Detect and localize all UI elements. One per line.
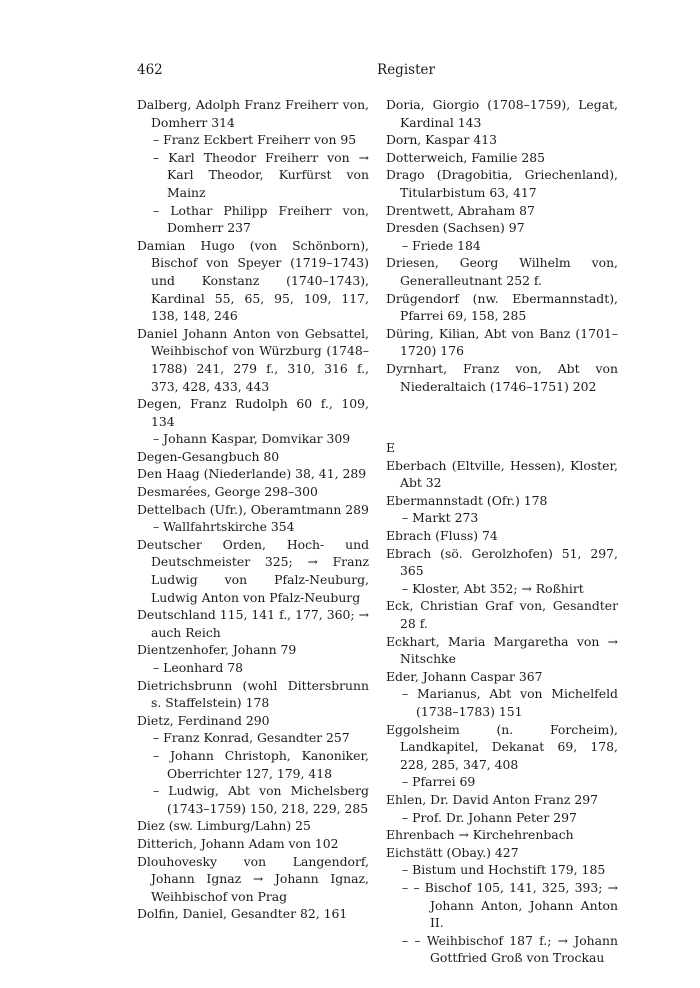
subentry-dash: – (153, 747, 171, 763)
index-entry (386, 809, 618, 827)
subentry-dash: – (153, 132, 164, 148)
index-entry (137, 853, 369, 906)
index-entry-text: Dietz, Ferdinand 290 (137, 712, 270, 728)
index-entry-text: Johann Christoph, Kanoniker, Oberrichter 127, 179, 418 (167, 747, 369, 781)
index-entry (137, 747, 369, 782)
index-entry (386, 597, 618, 632)
index-entry (386, 131, 618, 149)
index-entry-text: Eggolsheim (n. Forcheim), Landkapitel, Dekanat 69, 178, 228, 285, 347, 408 (386, 721, 618, 772)
index-entry-text: Ehrenbach → Kirchehrenbach (386, 827, 574, 843)
index-entry (386, 509, 618, 527)
index-entry (386, 932, 618, 967)
index-entry-text: Den Haag (Niederlande) 38, 41, 289 (137, 466, 367, 482)
index-entry (137, 782, 369, 817)
index-entry (137, 325, 369, 395)
index-entry-text: Damian Hugo (von Schönborn), Bischof von Speyer (1719–1743) und Konstanz (1740–1743), Kardinal 55, 65, 95, 109, 117, 138, 148, 246 (137, 237, 369, 324)
index-entry-text: Lothar Philipp Freiherr von, Domherr 237 (167, 202, 370, 236)
index-entry (137, 202, 369, 237)
index-entry-text: Drügendorf (nw. Ebermannstadt), Pfarrei 69, 158, 285 (386, 290, 618, 324)
index-column-left (137, 96, 369, 923)
index-entry-text: Dolfin, Daniel, Gesandter 82, 161 (137, 906, 348, 922)
index-entry (386, 545, 618, 580)
index-entry-text: Dyrnhart, Franz von, Abt von Niederaltaich (1746–1751) 202 (386, 360, 618, 394)
index-column-right (386, 96, 618, 967)
index-entry-text: Leonhard 78 (163, 660, 244, 675)
index-entry (386, 773, 618, 791)
subentry-dash: – (402, 686, 417, 702)
index-entry (386, 492, 618, 510)
index-entry-text: Dalberg, Adolph Franz Freiherr von, Domherr 314 (137, 97, 369, 130)
index-entry (386, 219, 618, 237)
index-entry (386, 879, 618, 932)
index-entry-text: Ebrach (sö. Gerolzhofen) 51, 297, 365 (386, 545, 618, 579)
index-entry-text: Marianus, Abt von Michelfeld (1738–1783) 151 (416, 686, 618, 719)
index-entry-text: Dettelbach (Ufr.), Oberamtmann 289 (137, 501, 369, 517)
index-entry-text: Ebrach (Fluss) 74 (386, 528, 498, 544)
index-entry-text: Ludwig, Abt von Michelsberg (1743–1759) 150, 218, 229, 285 (167, 783, 369, 816)
index-entry-text: Ebermannstadt (Ofr.) 178 (386, 492, 548, 508)
index-entry-text: Drentwett, Abraham 87 (386, 202, 535, 218)
index-entry (137, 677, 369, 712)
index-entry (137, 237, 369, 325)
index-entry-text: Pfarrei 69 (412, 774, 476, 790)
index-entry-text: Dorn, Kaspar 413 (386, 132, 498, 148)
index-entry (137, 448, 369, 466)
index-entry-text: Weihbischof 187 f.; → Johann Gottfried Groß von Trockau (426, 932, 618, 966)
index-entry-text: Desmarées, George 298–300 (137, 484, 318, 500)
index-entry-text: Degen-Gesangbuch 80 (137, 448, 280, 464)
index-entry-text: Kloster, Abt 352; → Roßhirt (412, 580, 584, 596)
index-entry (386, 325, 618, 360)
index-entry (386, 149, 618, 167)
index-entry (137, 641, 369, 659)
subentry-dash: – (153, 202, 171, 218)
index-entry (386, 721, 618, 774)
index-entry (137, 905, 369, 923)
index-entry (137, 395, 369, 430)
index-entry-text: Eberbach (Eltville, Hessen), Kloster, Abt 32 (386, 457, 618, 491)
subentry-dash: – (402, 774, 413, 790)
index-entry-text: Dotterweich, Familie 285 (386, 149, 546, 165)
index-entry-text: Franz Konrad, Gesandter 257 (163, 730, 350, 746)
index-entry (137, 483, 369, 501)
subentry-dash: – (402, 510, 413, 526)
index-entry (386, 96, 618, 131)
index-entry (137, 835, 369, 853)
index-entry-text: Daniel Johann Anton von Gebsattel, Weihbischof von Würzburg (1748–1788) 241, 279 f., 310, 316 f., 373, 428, 433, 443 (137, 325, 369, 394)
index-entry (137, 149, 369, 202)
index-entry (386, 360, 618, 395)
index-entry-text: Wallfahrtskirche 354 (163, 519, 295, 535)
index-entry-text: Dresden (Sachsen) 97 (386, 220, 525, 236)
index-entry-text: Bistum und Hochstift 179, 185 (412, 862, 606, 878)
index-entry (386, 580, 618, 598)
index-entry-text: Deutscher Orden, Hoch- und Deutschmeister 325; → Franz Ludwig von Pfalz-Neuburg, Ludwig Anton von Pfalz-Neuburg (137, 536, 369, 605)
subentry-dash: – (153, 783, 169, 799)
index-entry-text: Eck, Christian Graf von, Gesandter 28 f. (386, 598, 618, 632)
subentry-dash: – (402, 862, 413, 878)
index-entry (386, 668, 618, 686)
index-entry (386, 826, 618, 844)
index-entry-text: Karl Theodor Freiherr von → Karl Theodor, Kurfürst von Mainz (167, 149, 369, 200)
index-entry (137, 465, 369, 483)
index-entry (137, 606, 369, 641)
index-entry (386, 861, 618, 879)
index-entry-text: Bischof 105, 141, 325, 393; → Johann Anton, Johann Anton II. (424, 879, 618, 931)
index-entry-text: Deutschland 115, 141 f., 177, 360; → auch Reich (137, 607, 369, 640)
index-entry-text: Franz Eckbert Freiherr von 95 (163, 132, 357, 148)
index-entry (137, 817, 369, 835)
section-letter: E (386, 440, 396, 456)
index-entry (137, 501, 369, 519)
index-entry (386, 457, 618, 492)
subentry-dash: – – (402, 932, 427, 948)
index-entry-text: Degen, Franz Rudolph 60 f., 109, 134 (137, 396, 369, 429)
index-entry (137, 659, 369, 677)
running-head: Register (377, 62, 435, 78)
index-entry (386, 633, 618, 668)
index-entry (137, 518, 369, 536)
index-entry-text: Drago (Dragobitia, Griechenland), Titularbistum 63, 417 (386, 167, 618, 200)
subentry-dash: – (153, 660, 164, 675)
subentry-dash: – (402, 580, 413, 596)
index-entry (137, 96, 369, 131)
index-entry-text: Markt 273 (412, 510, 479, 526)
index-entry (386, 237, 618, 255)
index-entry-text: Eichstätt (Obay.) 427 (386, 844, 519, 860)
page-number: 462 (137, 62, 163, 78)
subentry-dash: – (153, 431, 164, 447)
subentry-dash: – (402, 237, 413, 253)
index-entry-text: Prof. Dr. Johann Peter 297 (412, 809, 577, 825)
index-entry (386, 254, 618, 289)
index-entry (137, 430, 369, 448)
index-entry-text: Dlouhovesky von Langendorf, Johann Ignaz → Johann Ignaz, Weihbischof von Prag (137, 853, 369, 904)
subentry-dash: – (153, 519, 164, 535)
index-entry-text: Düring, Kilian, Abt von Banz (1701–1720) 176 (386, 325, 618, 359)
index-entry (386, 290, 618, 325)
index-entry-text: Ditterich, Johann Adam von 102 (137, 835, 339, 851)
index-entry-text: Friede 184 (412, 237, 481, 253)
index-entry-text: Doria, Giorgio (1708–1759), Legat, Kardinal 143 (386, 97, 618, 130)
index-entry-text: Diez (sw. Limburg/Lahn) 25 (137, 818, 311, 834)
index-entry-text: Ehlen, Dr. David Anton Franz 297 (386, 791, 598, 807)
index-entry-text: Driesen, Georg Wilhelm von, Generalleutnant 252 f. (386, 255, 618, 288)
index-entry (137, 536, 369, 606)
index-entry-text: Dietrichsbrunn (wohl Dittersbrunn s. Staffelstein) 178 (137, 677, 369, 711)
subentry-dash: – – (402, 879, 425, 895)
index-entry-text: Eder, Johann Caspar 367 (386, 668, 543, 684)
subentry-dash: – (153, 730, 164, 746)
index-entry (137, 729, 369, 747)
index-entry (386, 844, 618, 862)
index-entry (386, 791, 618, 809)
index-entry (386, 685, 618, 720)
index-entry-text: Johann Kaspar, Domvikar 309 (163, 431, 351, 447)
index-entry (137, 131, 369, 149)
index-entry (386, 202, 618, 220)
index-entry (386, 527, 618, 545)
index-entry (386, 166, 618, 201)
index-entry-text: Dientzenhofer, Johann 79 (137, 642, 297, 658)
subentry-dash: – (402, 809, 413, 825)
index-entry (137, 712, 369, 730)
index-entry-text: Eckhart, Maria Margaretha von → Nitschke (386, 633, 618, 667)
subentry-dash: – (153, 149, 169, 165)
